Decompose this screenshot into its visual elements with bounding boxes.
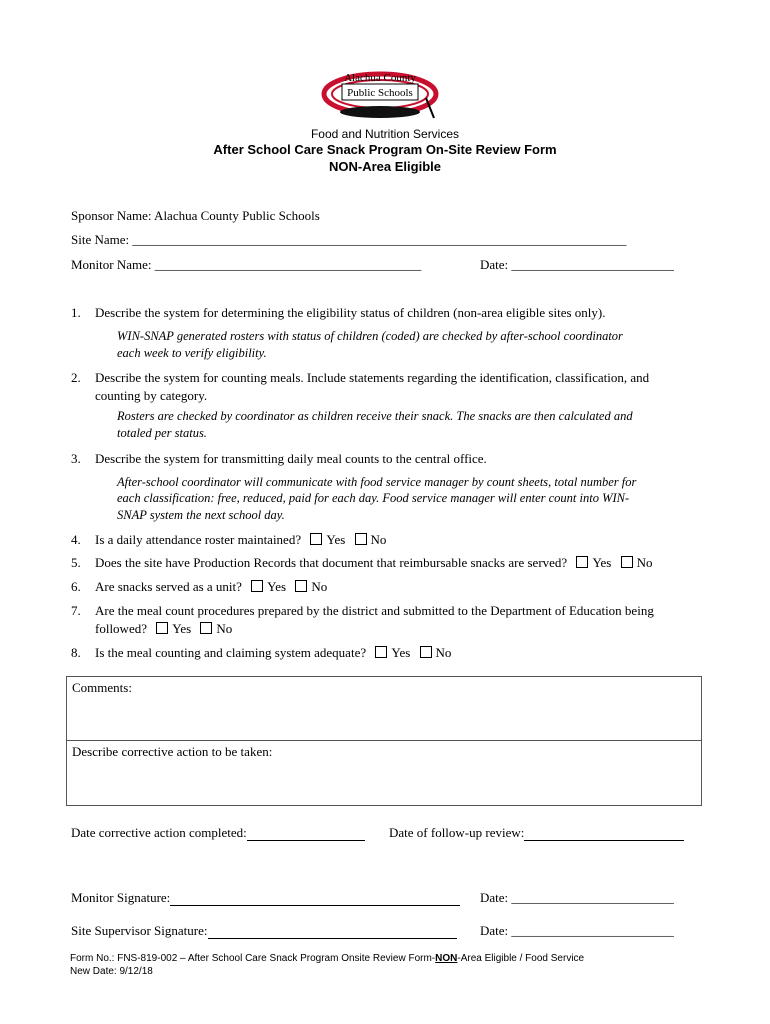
- no-label: No: [311, 579, 328, 594]
- box-divider: [67, 740, 701, 741]
- answer-3-line3: SNAP system the next school day.: [117, 508, 285, 522]
- question-text-line1: Are the meal count procedures prepared by the district and submitted to the Department of Education being: [95, 603, 654, 618]
- date-followup-line[interactable]: [524, 840, 684, 841]
- yes-checkbox[interactable]: [156, 622, 168, 634]
- yes-label: Yes: [592, 555, 612, 570]
- no-label: No: [636, 555, 653, 570]
- footer-form-text: Form No.: FNS-819-002 – After School Care Snack Program Onsite Review Form-: [70, 953, 436, 964]
- footer-form-number: [70, 953, 584, 964]
- logo-line2: Public Schools: [347, 87, 413, 99]
- answer-3-line2: each classification: free, reduced, paid for each day. Food service manager will enter count into WIN-: [117, 491, 630, 505]
- form-subtitle: NON-Area Eligible: [329, 159, 441, 174]
- answer-2-line1: Rosters are checked by coordinator as children receive their snack. The snacks are then calculated and: [117, 409, 633, 423]
- district-logo: [318, 68, 458, 126]
- site-supervisor-signature-line[interactable]: [208, 938, 457, 939]
- comments-label: Comments:: [72, 680, 132, 695]
- question-number: 7.: [71, 603, 81, 618]
- question-2: [71, 369, 711, 405]
- date-followup-row[interactable]: [389, 825, 684, 841]
- footer-non-text: NON: [435, 953, 458, 964]
- no-label: No: [216, 621, 233, 636]
- question-7: [71, 602, 731, 638]
- footer-form-text-end: -Area Eligible / Food Service: [457, 953, 585, 964]
- question-text-line2: followed?: [95, 621, 147, 636]
- question-text: Describe the system for determining the eligibility status of children (non-area eligible sites only).: [95, 305, 606, 320]
- date-completed-row[interactable]: [71, 825, 365, 841]
- answer-1-line1: WIN-SNAP generated rosters with status of children (coded) are checked by after-school coordinator: [117, 329, 623, 343]
- monitor-signature-row[interactable]: [71, 890, 460, 906]
- monitor-signature-label: Monitor Signature:: [71, 890, 171, 905]
- question-number: 6.: [71, 579, 81, 594]
- question-text: Are snacks served as a unit?: [95, 579, 242, 594]
- no-checkbox[interactable]: [420, 646, 432, 658]
- site-supervisor-signature-date[interactable]: Date: _________________________: [480, 923, 674, 938]
- answer-3-line1: After-school coordinator will communicate with food service manager by count sheets, total number for: [117, 475, 637, 489]
- no-checkbox[interactable]: [295, 580, 307, 592]
- monitor-signature-line[interactable]: [170, 905, 460, 906]
- footer-new-date: New Date: 9/12/18: [70, 966, 153, 977]
- yes-checkbox[interactable]: [375, 646, 387, 658]
- yes-checkbox[interactable]: [251, 580, 263, 592]
- question-number: 4.: [71, 532, 81, 547]
- question-number: 8.: [71, 645, 81, 660]
- no-checkbox[interactable]: [200, 622, 212, 634]
- monitor-date-field[interactable]: Date: _________________________: [480, 257, 674, 272]
- no-checkbox[interactable]: [355, 533, 367, 545]
- site-supervisor-signature-row[interactable]: [71, 923, 457, 939]
- logo-line1: Alachua County: [344, 72, 416, 84]
- corrective-action-label: Describe corrective action to be taken:: [72, 744, 273, 759]
- department-name: Food and Nutrition Services: [310, 127, 460, 141]
- question-number: 3.: [71, 451, 81, 466]
- yes-label: Yes: [391, 645, 411, 660]
- question-text: Is the meal counting and claiming system adequate?: [95, 645, 367, 660]
- question-text-line1: Describe the system for counting meals. Include statements regarding the identification, classification, and: [95, 370, 650, 385]
- monitor-signature-date[interactable]: Date: _________________________: [480, 890, 674, 905]
- question-text: Does the site have Production Records that document that reimbursable snacks are served?: [95, 555, 568, 570]
- sponsor-name: Sponsor Name: Alachua County Public Schools: [71, 208, 320, 223]
- no-label: No: [370, 532, 387, 547]
- question-text: Describe the system for transmitting daily meal counts to the central office.: [95, 451, 487, 466]
- comments-box[interactable]: [66, 676, 702, 806]
- site-supervisor-signature-label: Site Supervisor Signature:: [71, 923, 208, 938]
- no-checkbox[interactable]: [621, 556, 633, 568]
- monitor-name-field[interactable]: Monitor Name: _________________________________________: [71, 257, 422, 272]
- answer-1-line2: each week to verify eligibility.: [117, 346, 267, 360]
- yes-label: Yes: [172, 621, 192, 636]
- question-number: 1.: [71, 305, 81, 320]
- question-text-line2: counting by category.: [95, 388, 208, 403]
- yes-label: Yes: [267, 579, 287, 594]
- question-number: 5.: [71, 555, 81, 570]
- date-completed-line[interactable]: [247, 840, 365, 841]
- date-followup-label: Date of follow-up review:: [389, 825, 525, 840]
- date-completed-label: Date corrective action completed:: [71, 825, 247, 840]
- yes-label: Yes: [326, 532, 346, 547]
- site-name-field[interactable]: Site Name: ____________________________________________________________________________: [71, 232, 627, 247]
- yes-checkbox[interactable]: [576, 556, 588, 568]
- form-title: After School Care Snack Program On-Site Review Form: [213, 142, 557, 157]
- question-number: 2.: [71, 370, 81, 385]
- question-text: Is a daily attendance roster maintained?: [95, 532, 302, 547]
- no-label: No: [435, 645, 452, 660]
- answer-2-line2: totaled per status.: [117, 426, 207, 440]
- yes-checkbox[interactable]: [310, 533, 322, 545]
